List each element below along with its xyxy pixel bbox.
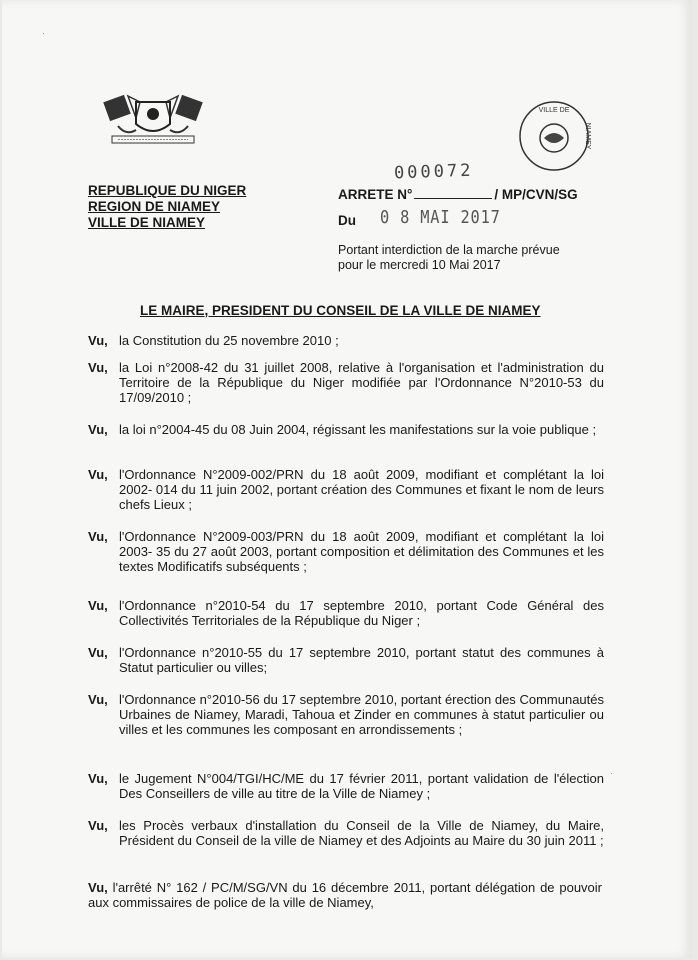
country-name: REPUBLIQUE DU NIGER <box>88 183 247 198</box>
region-name: REGION DE NIAMEY <box>88 199 221 214</box>
consideration-text: l'Ordonnance n°2010-56 du 17 septembre 2010, portant érection des Communautés Urbaines de Niamey, Maradi, Tahoua et Zinder en communes à statut particulier ou villes et les communes les composant en arrondissements ; <box>119 692 604 737</box>
vu-label: Vu, <box>88 467 108 482</box>
vu-label: Vu, <box>88 645 108 660</box>
consideration-item <box>88 771 604 801</box>
vu-label: Vu, <box>88 880 108 895</box>
vu-label: Vu, <box>88 771 108 786</box>
decree-reference <box>338 187 578 202</box>
document-page <box>2 0 692 958</box>
consideration-item <box>88 333 604 348</box>
svg-text:VILLE DE: VILLE DE <box>538 107 570 114</box>
consideration-text: l'Ordonnance n°2010-55 du 17 septembre 2010, portant statut des communes à Statut particulier ou villes; <box>119 645 604 675</box>
issuing-authority <box>88 183 246 231</box>
consideration-text: la Loi n°2008-42 du 31 juillet 2008, relative à l'organisation et l'administration du Territoire de la République du Niger modifiée par l'Ordonnance N°2010-53 du 17/09/2010 ; <box>119 360 604 405</box>
decree-ref-suffix: / MP/CVN/SG <box>494 187 578 202</box>
consideration-item <box>88 692 604 737</box>
vu-label: Vu, <box>88 333 108 348</box>
consideration-text: la loi n°2004-45 du 08 Juin 2004, régissant les manifestations sur la voie publique ; <box>119 422 597 437</box>
consideration-text: le Jugement N°004/TGI/HC/ME du 17 février 2011, portant validation de l'élection Des Conseillers de ville au titre de la Ville de Niamey ; <box>119 771 604 801</box>
vu-label: Vu, <box>88 360 108 375</box>
date-stamp: 0 8 MAI 2017 <box>380 207 501 228</box>
vu-label: Vu, <box>88 818 108 833</box>
consideration-item <box>88 360 604 405</box>
vu-label: Vu, <box>88 529 108 544</box>
consideration-item <box>88 818 604 848</box>
consideration-text: la Constitution du 25 novembre 2010 ; <box>119 333 339 348</box>
scan-speck: · <box>610 768 613 778</box>
final-consideration <box>88 880 602 910</box>
consideration-item <box>88 645 604 675</box>
city-of-niamey-seal <box>514 100 594 172</box>
consideration-text: l'Ordonnance N°2009-002/PRN du 18 août 2009, modifiant et complétant la loi 2002- 014 du 11 juin 2002, portant création des Communes et fixant le nom de leurs chefs Lieux ; <box>119 467 604 512</box>
svg-text:NIAMEY: NIAMEY <box>584 122 591 150</box>
decree-number-blank <box>414 198 492 199</box>
subject-line-2: pour le mercredi 10 Mai 2017 <box>338 258 501 272</box>
consideration-text: l'Ordonnance N°2009-003/PRN du 18 août 2009, modifiant et complétant la loi 2003- 35 du 27 août 2003, portant composition et délimitation des Communes et les textes Modificatifs subséquents ; <box>119 529 604 574</box>
vu-label: Vu, <box>88 692 108 707</box>
consideration-text: l'Ordonnance n°2010-54 du 17 septembre 2010, portant Code Général des Collectivités Territoriales de la République du Niger ; <box>119 598 604 628</box>
decree-number-stamp: 000072 <box>393 160 474 184</box>
vu-label: Vu, <box>88 422 108 437</box>
consideration-item <box>88 422 604 437</box>
consideration-text: les Procès verbaux d'installation du Conseil de la Ville de Niamey, du Maire, Président du Conseil de la ville de Niamey et des Adjoints au Maire du 30 juin 2011 ; <box>119 818 604 848</box>
decree-subject <box>338 243 560 273</box>
subject-line-1: Portant interdiction de la marche prévue <box>338 243 560 257</box>
city-name: VILLE DE NIAMEY <box>88 215 206 230</box>
date-label: Du <box>338 213 356 228</box>
consideration-item <box>88 529 604 574</box>
decree-label: ARRETE N° <box>338 187 413 202</box>
consideration-item <box>88 467 604 512</box>
consideration-item <box>88 598 604 628</box>
final-consideration-text: l'arrêté N° 162 / PC/M/SG/VN du 16 décembre 2011, portant délégation de pouvoir aux commissaires de police de la ville de Niamey, <box>88 880 602 910</box>
niger-coat-of-arms <box>98 88 208 158</box>
vu-label: Vu, <box>88 598 108 613</box>
scan-speck: · <box>42 28 45 38</box>
document-title: LE MAIRE, PRESIDENT DU CONSEIL DE LA VILLE DE NIAMEY <box>140 303 541 318</box>
